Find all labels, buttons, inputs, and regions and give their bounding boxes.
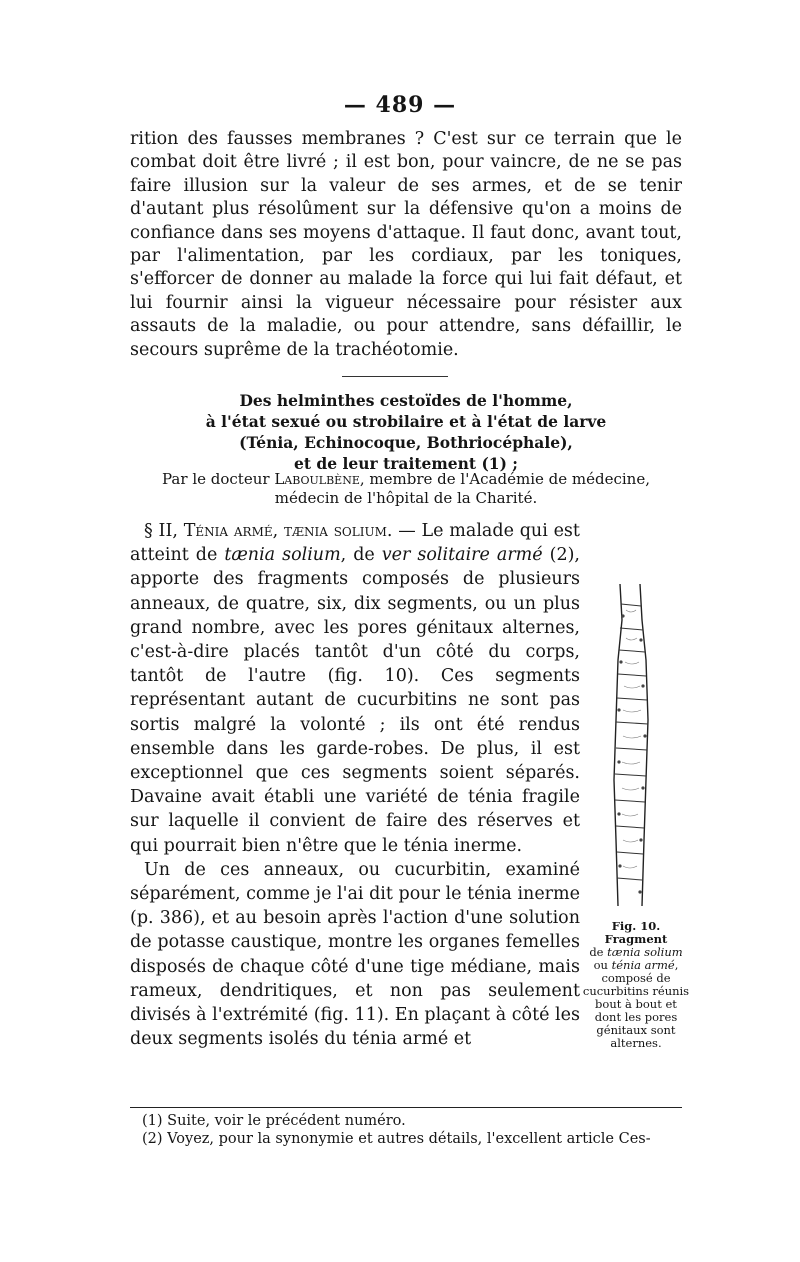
figure-caption-text-2: ou <box>593 958 608 972</box>
page-number: — 489 — <box>343 92 457 118</box>
figure-caption-text-1: de <box>589 945 604 959</box>
footnotes <box>142 1112 682 1148</box>
article-title <box>130 390 682 474</box>
footnote-1: (1) Suite, voir le précédent numéro. <box>142 1113 406 1129</box>
article-title-line-2: à l'état sexué ou strobilaire et à l'état de larve <box>205 412 607 431</box>
byline-rest: , membre de l'Académie de médecine, <box>359 470 650 488</box>
byline-prefix: Par le docteur <box>162 470 270 488</box>
section-text-start: — Le malade qui est atteint de <box>130 521 580 566</box>
footnote-2: (2) Voyez, pour la synonymie et autres détails, l'excellent article Ces- <box>142 1131 651 1147</box>
figure-latin-a: tænia solium <box>607 945 683 959</box>
section-paragraph-2: Un de ces anneaux, ou cucurbitin, examiné séparément, comme je l'ai dit pour le ténia inerme (p. 386), et au besoin après l'action d'une solution de potasse caustique, montre les organes femelles disposés de chaque côté d'une tige médiane, mais rameux, dendritiques, et non pas seulement divisés à l'extrémité (fig. 11). En plaçant à côté les deux segments isolés du ténia armé et <box>130 859 580 1050</box>
footnote-rule <box>130 1107 682 1108</box>
separator-rule <box>342 376 448 377</box>
section-text-rest: (2), apporte des fragments composés de plusieurs anneaux, de quatre, six, dix segments, ou un plus grand nombre, avec les pores génitaux alternes, c'est-à-dire placés tantôt d'un côté du corps, tantôt de l'autre (fig. 10). Ces segments représentant autant de cucurbitins ne sont pas sortis malgré la volonté ; ils ont été rendus ensemble dans les garde-robes. De plus, il est exceptionnel que ces segments soient séparés. Davaine avait établi une variété de ténia fragile sur laquelle il convient de faire des réserves et qui pourrait bien n'être que le ténia inerme. <box>130 545 580 856</box>
section-body <box>130 519 580 1051</box>
article-title-line-3: (Ténia, Echinocoque, Bothriocéphale), <box>239 433 573 452</box>
figure-latin-b: ténia armé <box>611 958 675 972</box>
section-paragraph-1 <box>130 519 580 858</box>
latin-term-1: tænia solium <box>224 545 341 566</box>
figure-caption <box>582 920 690 1050</box>
tapeworm-figure <box>590 580 672 910</box>
intro-paragraph: rition des fausses membranes ? C'est sur ce terrain que le combat doit être livré ; il est bon, pour vaincre, de ne se pas faire illusion sur la valeur de ses armes, et de se tenir d'autant plus résolûment sur la défensive qu'on a moins de confiance dans ses moyens d'attaque. Il faut donc, avant tout, par l'alimentation, par les cordiaux, par les toniques, s'efforcer de donner au malade la force qui lui fait défaut, et lui fournir ainsi la vigueur nécessaire pour résister aux assauts de la maladie, ou pour attendre, sans défaillir, le secours suprême de la trachéotomie. <box>130 129 682 360</box>
author-name: Laboulbène <box>274 470 360 488</box>
section-text-mid: , de <box>340 545 375 566</box>
figure-label: Fig. 10. Fragment <box>604 919 668 946</box>
section-title-latin: tænia solium. <box>283 521 393 541</box>
latin-term-2: ver solitaire armé <box>381 545 543 566</box>
byline-line-2: médecin de l'hôpital de la Charité. <box>274 489 538 507</box>
article-title-line-4: et de leur traitement (1) ; <box>293 454 519 473</box>
article-title-line-1: Des helminthes cestoïdes de l'homme, <box>239 391 573 410</box>
section-number: § II, <box>144 521 178 541</box>
figure-caption-text-3: , composé de cucurbitins réunis bout à bout et dont les pores génitaux sont alternes. <box>582 958 690 1050</box>
section-title: Ténia armé, <box>183 521 279 541</box>
article-byline <box>130 470 682 508</box>
